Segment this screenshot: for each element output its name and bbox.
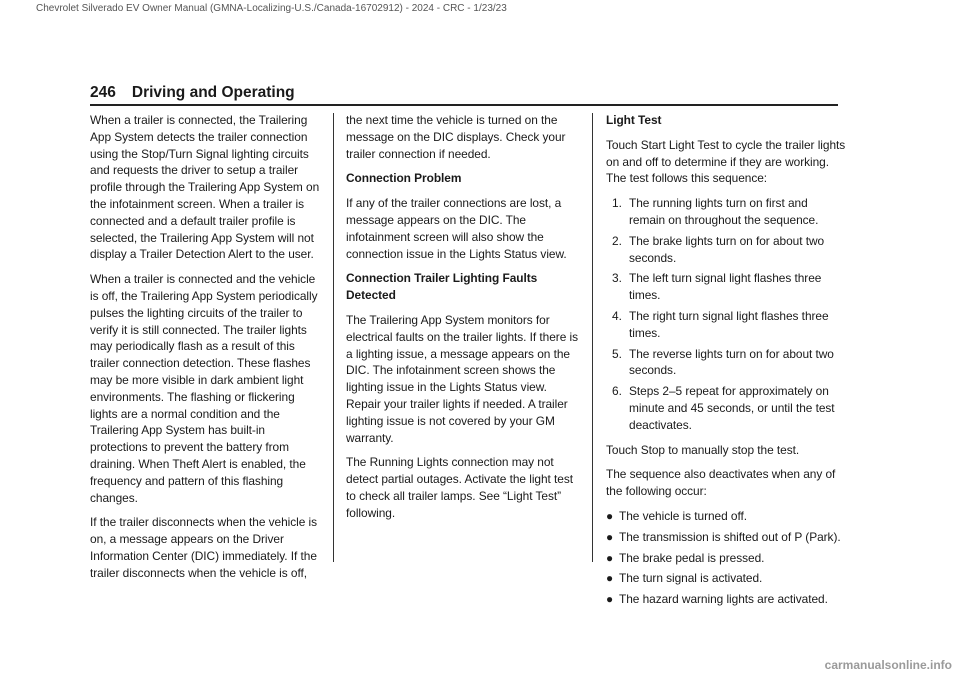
step-number: 2. <box>612 233 622 248</box>
light-test-steps <box>606 195 846 433</box>
list-item <box>606 591 846 608</box>
document-meta-line: Chevrolet Silverado EV Owner Manual (GMNA-Localizing-U.S./Canada-16702912) - 2024 - CRC - 1/23/23 <box>36 3 507 14</box>
subheading: Connection Trailer Lighting Faults Detected <box>346 271 538 303</box>
deactivation-conditions <box>606 508 846 608</box>
paragraph: When a trailer is connected and the vehicle is off, the Trailering App System periodically pulses the lighting circuits of the trailer to verify it is still connected. The trailer lights may periodically flash as a result of this trailer connection detection. These flashes may be more visible in dark ambient light environments. The flashing or flickering lights are a normal condition and the Trailering App System has built-in protections to prevent the battery from draining. When Theft Alert is enabled, the frequency and pattern of this flashing changes. <box>90 272 318 505</box>
list-item <box>606 346 846 380</box>
step-text: The right turn signal light flashes three times. <box>629 308 829 340</box>
step-number: 4. <box>612 308 622 323</box>
subheading: Connection Problem <box>346 171 462 186</box>
paragraph: If any of the trailer connections are lost, a message appears on the DIC. The infotainment screen will also show the connection issue in the Lights Status view. <box>346 196 567 261</box>
bullet-icon: ● <box>606 550 614 565</box>
list-item <box>606 508 846 525</box>
column-2 <box>346 112 578 530</box>
page-header <box>90 84 295 102</box>
list-item <box>606 383 846 433</box>
step-number: 3. <box>612 271 622 286</box>
bullet-icon: ● <box>606 508 614 523</box>
header-rule <box>90 104 838 106</box>
paragraph: The Trailering App System monitors for electrical faults on the trailer lights. If there is a lighting issue, a message appears on the DIC. The infotainment screen shows the lighting issue in the Lights Status view. Repair your trailer lights if needed. A trailer lighting issue is not covered by your GM warranty. <box>346 312 579 445</box>
bullet-text: The turn signal is activated. <box>619 571 763 586</box>
list-item <box>606 570 846 587</box>
step-text: The running lights turn on first and remain on throughout the sequence. <box>629 196 819 227</box>
paragraph: The sequence also deactivates when any of the following occur: <box>606 467 836 499</box>
section-title: Driving and Operating <box>131 84 295 101</box>
paragraph: Touch Start Light Test to cycle the trailer lights on and off to determine if they are working. The test follows this sequence: <box>606 137 846 186</box>
column-3 <box>606 112 846 612</box>
bullet-text: The vehicle is turned off. <box>619 508 748 523</box>
paragraph: the next time the vehicle is turned on the message on the DIC displays. Check your trailer connection if needed. <box>346 113 566 161</box>
list-item <box>606 195 846 229</box>
list-item <box>606 529 846 546</box>
paragraph: Touch Stop to manually stop the test. <box>606 442 800 457</box>
paragraph: If the trailer disconnects when the vehicle is on, a message appears on the Driver Information Center (DIC) immediately. If the trailer disconnects when the vehicle is off, <box>90 515 318 580</box>
watermark-link[interactable]: carmanualsonline.info <box>824 658 952 672</box>
bullet-icon: ● <box>606 571 614 586</box>
step-text: The reverse lights turn on for about two seconds. <box>629 346 834 378</box>
step-number: 5. <box>612 346 622 361</box>
column-divider-2 <box>592 113 593 562</box>
subheading: Light Test <box>606 113 662 127</box>
paragraph: The Running Lights connection may not detect partial outages. Activate the light test to check all trailer lamps. See “Light Test” following. <box>346 455 574 520</box>
column-1 <box>90 112 322 590</box>
bullet-icon: ● <box>606 592 614 607</box>
list-item <box>606 270 846 304</box>
paragraph: When a trailer is connected, the Trailering App System detects the trailer connection using the Stop/Turn Signal lighting circuits and requests the driver to setup a trailer profile through the Trailering App System on the infotainment screen. When a trailer is connected and a default trailer profile is selected, the Trailering App System will not display a Trailer Detection Alert to the user. <box>90 113 320 262</box>
bullet-icon: ● <box>606 529 614 544</box>
page-number: 246 <box>90 84 116 101</box>
list-item <box>606 308 846 342</box>
step-text: Steps 2–5 repeat for approximately on minute and 45 seconds, or until the test deactivates. <box>629 384 835 432</box>
column-divider-1 <box>333 113 334 562</box>
bullet-text: The transmission is shifted out of P (Park). <box>619 529 841 544</box>
step-text: The brake lights turn on for about two seconds. <box>629 233 825 265</box>
bullet-text: The brake pedal is pressed. <box>619 550 765 565</box>
step-number: 6. <box>612 384 622 399</box>
step-text: The left turn signal light flashes three times. <box>629 271 822 303</box>
bullet-text: The hazard warning lights are activated. <box>619 592 828 607</box>
list-item <box>606 550 846 567</box>
list-item <box>606 233 846 267</box>
step-number: 1. <box>612 196 622 211</box>
